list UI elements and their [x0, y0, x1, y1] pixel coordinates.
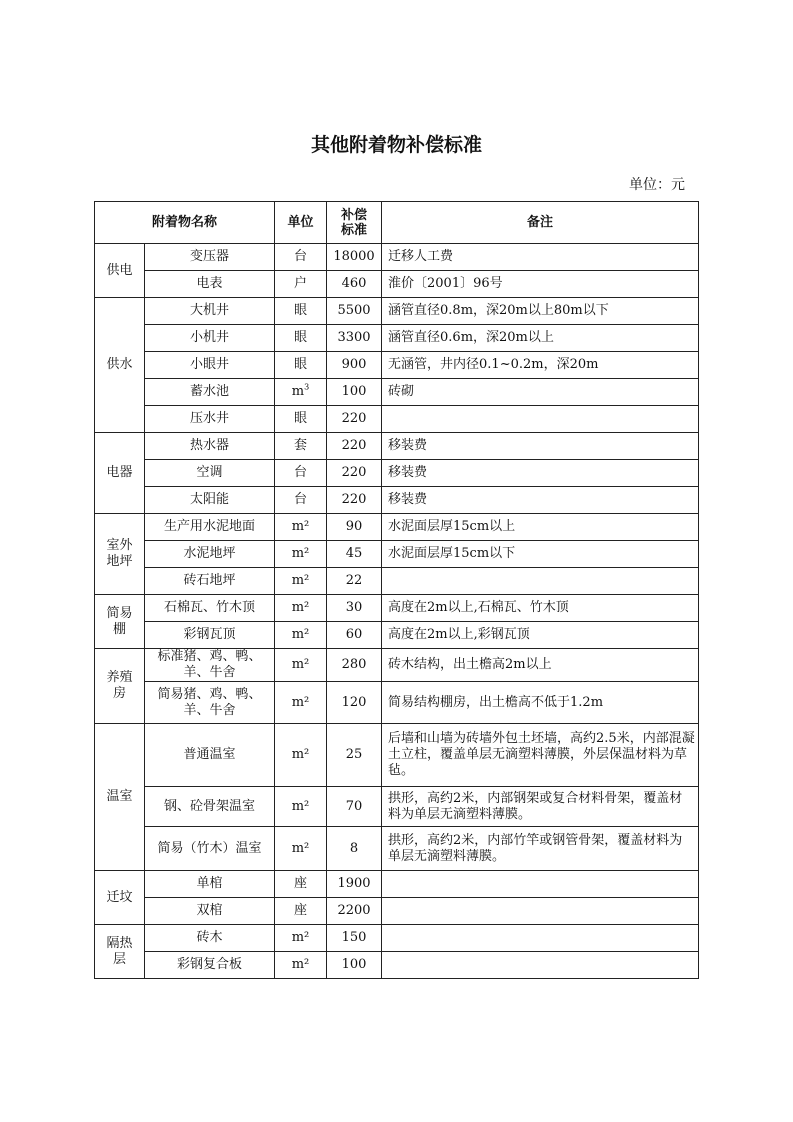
unit-text: m²: [291, 747, 310, 762]
item-cell: 空调: [145, 460, 275, 487]
standard-cell: 220: [327, 460, 382, 487]
note-cell: 迁移人工费: [382, 244, 699, 271]
standard-cell: 460: [327, 271, 382, 298]
item-cell: 钢、砼骨架温室: [145, 787, 275, 827]
unit-cell: [275, 271, 327, 298]
category-cell: 供水: [95, 298, 145, 433]
unit-cell: [275, 433, 327, 460]
note-cell: 砖砌: [382, 379, 699, 406]
unit-cell: [275, 352, 327, 379]
note-cell: [382, 925, 699, 952]
unit-cell: [275, 724, 327, 787]
standard-cell: 1900: [327, 871, 382, 898]
table-row: [95, 682, 699, 724]
table-row: [95, 595, 699, 622]
item-cell: 大机井: [145, 298, 275, 325]
note-cell: 无涵管，井内径0.1~0.2m，深20m: [382, 352, 699, 379]
standard-cell: 280: [327, 649, 382, 682]
table-row: [95, 724, 699, 787]
note-cell: 淮价〔2001〕96号: [382, 271, 699, 298]
unit-cell: [275, 827, 327, 871]
unit-text: m²: [291, 840, 310, 856]
header-row: [95, 202, 699, 244]
note-cell: 移装费: [382, 487, 699, 514]
item-cell: 石棉瓦、竹木顶: [145, 595, 275, 622]
unit-text: 台: [294, 249, 308, 264]
table-row: [95, 271, 699, 298]
header-standard: 补偿标准: [327, 202, 382, 244]
standard-cell: 900: [327, 352, 382, 379]
unit-text: 台: [294, 492, 308, 507]
unit-cell: [275, 871, 327, 898]
header-name: 附着物名称: [95, 202, 275, 244]
unit-cell: [275, 925, 327, 952]
item-cell: 简易（竹木）温室: [145, 827, 275, 871]
category-cell: 简易棚: [95, 595, 145, 649]
compensation-table: [94, 201, 699, 979]
table-row: [95, 622, 699, 649]
table-row: [95, 871, 699, 898]
note-cell: 水泥面层厚15cm以上: [382, 514, 699, 541]
unit-text: 眼: [294, 357, 308, 372]
note-cell: 砖木结构，出土檐高2m以上: [382, 649, 699, 682]
page-title: 其他附着物补偿标准: [310, 134, 482, 156]
unit-cell: [275, 682, 327, 724]
unit-text: m²: [291, 798, 310, 814]
item-cell: 彩钢复合板: [145, 952, 275, 979]
standard-cell: 220: [327, 487, 382, 514]
item-cell: 简易猪、鸡、鸭、羊、牛舍: [145, 682, 275, 724]
standard-cell: 8: [327, 827, 382, 871]
unit-text: 眼: [294, 411, 308, 426]
item-cell: 热水器: [145, 433, 275, 460]
item-cell: 双棺: [145, 898, 275, 925]
unit-text: 座: [294, 876, 308, 891]
unit-cell: [275, 787, 327, 827]
standard-cell: 2200: [327, 898, 382, 925]
item-cell: 生产用水泥地面: [145, 514, 275, 541]
unit-cell: [275, 952, 327, 979]
unit-text: 台: [294, 465, 308, 480]
table-row: [95, 568, 699, 595]
item-cell: 变压器: [145, 244, 275, 271]
unit-cell: [275, 406, 327, 433]
item-cell: 小机井: [145, 325, 275, 352]
note-cell: 高度在2m以上,石棉瓦、竹木顶: [382, 595, 699, 622]
note-cell: 涵管直径0.6m，深20m以上: [382, 325, 699, 352]
category-cell: 电器: [95, 433, 145, 514]
note-cell: [382, 898, 699, 925]
unit-cell: [275, 487, 327, 514]
table-row: [95, 487, 699, 514]
note-cell: 涵管直径0.8m，深20m以上80m以下: [382, 298, 699, 325]
table-row: [95, 541, 699, 568]
table-row: [95, 514, 699, 541]
item-cell: 砖石地坪: [145, 568, 275, 595]
unit-text: m²: [291, 600, 310, 615]
category-cell: 供电: [95, 244, 145, 298]
unit-cell: [275, 568, 327, 595]
note-cell: [382, 952, 699, 979]
table-row: [95, 298, 699, 325]
item-cell: 电表: [145, 271, 275, 298]
standard-cell: 150: [327, 925, 382, 952]
unit-cell: [275, 298, 327, 325]
header-unit: 单位: [275, 202, 327, 244]
standard-cell: 60: [327, 622, 382, 649]
standard-cell: 45: [327, 541, 382, 568]
unit-text: m²: [291, 546, 310, 561]
standard-cell: 22: [327, 568, 382, 595]
item-cell: 水泥地坪: [145, 541, 275, 568]
note-cell: [382, 871, 699, 898]
unit-cell: [275, 622, 327, 649]
note-cell: 移装费: [382, 460, 699, 487]
table-row: [95, 379, 699, 406]
unit-text: m²: [291, 957, 310, 972]
unit-text: m²: [291, 657, 310, 672]
unit-cell: [275, 649, 327, 682]
standard-cell: 220: [327, 433, 382, 460]
table-row: [95, 925, 699, 952]
item-cell: 普通温室: [145, 724, 275, 787]
standard-cell: 18000: [327, 244, 382, 271]
note-cell: 后墙和山墙为砖墙外包土坯墙，高约2.5米，内部混凝土立柱，覆盖单层无滴塑料薄膜，外层保温材料为草毡。: [382, 724, 699, 787]
item-cell: 压水井: [145, 406, 275, 433]
standard-cell: 30: [327, 595, 382, 622]
note-cell: [382, 568, 699, 595]
table-row: [95, 787, 699, 827]
unit-text: m²: [291, 930, 310, 945]
category-cell: 迁坟: [95, 871, 145, 925]
standard-cell: 220: [327, 406, 382, 433]
table-row: [95, 433, 699, 460]
unit-text: m²: [291, 519, 310, 534]
standard-cell: 100: [327, 379, 382, 406]
category-cell: 养殖房: [95, 649, 145, 724]
table-row: [95, 460, 699, 487]
unit-text: m²: [291, 573, 310, 588]
item-cell: 标准猪、鸡、鸭、羊、牛舍: [145, 649, 275, 682]
unit-text: 套: [294, 438, 308, 453]
unit-text: m: [291, 384, 305, 399]
unit-text: 座: [294, 903, 308, 918]
unit-cell: [275, 541, 327, 568]
table-row: [95, 898, 699, 925]
unit-text: m²: [291, 694, 310, 710]
note-cell: 高度在2m以上,彩钢瓦顶: [382, 622, 699, 649]
note-cell: 水泥面层厚15cm以下: [382, 541, 699, 568]
note-cell: 拱形，高约2米，内部竹竿或钢管骨架，覆盖材料为单层无滴塑料薄膜。: [382, 827, 699, 871]
standard-cell: 5500: [327, 298, 382, 325]
table-row: [95, 952, 699, 979]
unit-cell: [275, 379, 327, 406]
note-cell: 移装费: [382, 433, 699, 460]
item-cell: 太阳能: [145, 487, 275, 514]
unit-cell: [275, 460, 327, 487]
unit-cell: [275, 898, 327, 925]
item-cell: 砖木: [145, 925, 275, 952]
unit-cell: [275, 325, 327, 352]
standard-cell: 25: [327, 724, 382, 787]
table-row: [95, 352, 699, 379]
unit-cell: [275, 244, 327, 271]
item-cell: 单棺: [145, 871, 275, 898]
unit-text: 眼: [294, 303, 308, 318]
note-cell: 拱形，高约2米，内部钢架或复合材料骨架，覆盖材料为单层无滴塑料薄膜。: [382, 787, 699, 827]
unit-label: 单位：元: [629, 177, 685, 193]
unit-superscript: 3: [304, 382, 310, 392]
table-row: [95, 649, 699, 682]
category-cell: 隔热层: [95, 925, 145, 979]
standard-cell: 3300: [327, 325, 382, 352]
item-cell: 蓄水池: [145, 379, 275, 406]
standard-cell: 100: [327, 952, 382, 979]
unit-text: m²: [291, 627, 310, 642]
unit-text: 眼: [294, 330, 308, 345]
standard-cell: 120: [327, 682, 382, 724]
table-row: [95, 406, 699, 433]
table-row: [95, 325, 699, 352]
unit-text: 户: [294, 276, 308, 291]
category-cell: 温室: [95, 724, 145, 871]
header-note: 备注: [382, 202, 699, 244]
note-cell: 简易结构棚房，出土檐高不低于1.2m: [382, 682, 699, 724]
unit-cell: [275, 514, 327, 541]
table-row: [95, 827, 699, 871]
standard-cell: 70: [327, 787, 382, 827]
table-body: [95, 244, 699, 979]
note-cell: [382, 406, 699, 433]
table-row: [95, 244, 699, 271]
standard-cell: 90: [327, 514, 382, 541]
category-cell: 室外地坪: [95, 514, 145, 595]
item-cell: 彩钢瓦顶: [145, 622, 275, 649]
item-cell: 小眼井: [145, 352, 275, 379]
unit-cell: [275, 595, 327, 622]
